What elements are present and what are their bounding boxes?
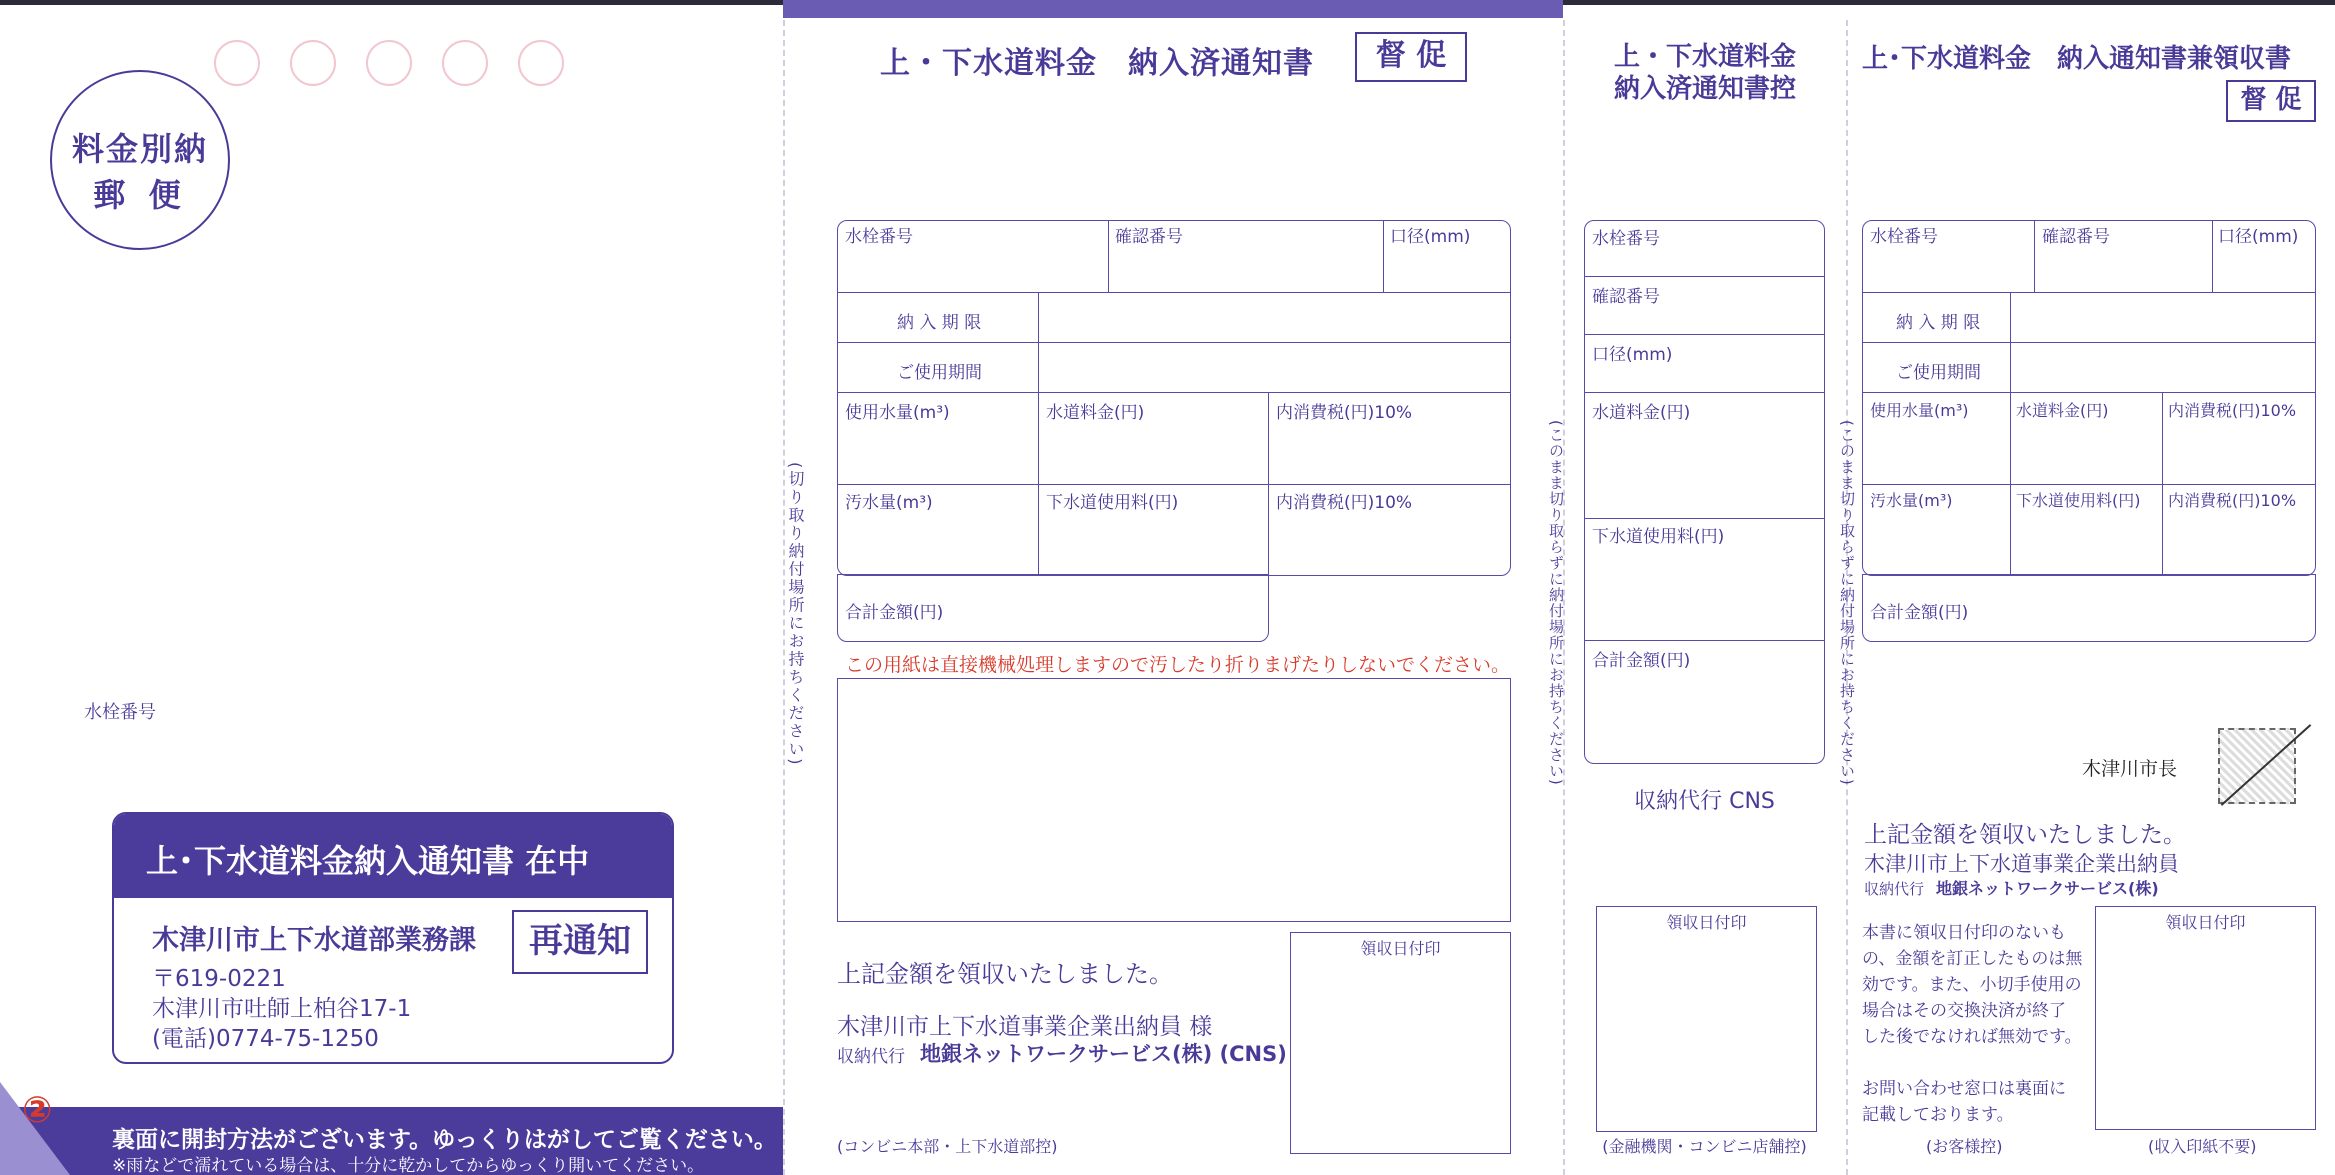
panel1-footer: (コンビニ本部・上下水道部控) — [837, 1137, 1058, 1156]
panel3-confirm-no: 確認番号 — [2042, 227, 2110, 247]
panel3-tax1: 内消費税(円)10% — [2168, 401, 2297, 420]
panel3-diameter: 口径(mm) — [2218, 227, 2299, 247]
sender-name: 木津川市上下水道部業務課 — [152, 925, 476, 956]
notice-line: した後でなければ無効です。 — [1862, 1027, 2082, 1047]
panel1-total: 合計金額(円) — [845, 603, 944, 623]
panel3-received: 上記金額を領収いたしました。 — [1864, 822, 2186, 848]
panel2-title-line1: 上・下水道料金 — [1613, 42, 1796, 72]
notice-line: 場合はその交換決済が終了 — [1862, 1001, 2066, 1021]
panel3-agent-name: 地銀ネットワークサービス(株) — [1936, 879, 2159, 898]
sender-address: 木津川市吐師上柏谷17-1 — [152, 996, 412, 1022]
panel1-warning: この用紙は直接機械処理しますので汚したり折りまげたりしないでください。 — [845, 654, 1511, 676]
step-number: ② — [22, 1090, 53, 1131]
panel1-tax1: 内消費税(円)10% — [1276, 403, 1413, 423]
panel3-footer-right: (収入印紙不要) — [2148, 1137, 2257, 1156]
panel3-date-stamp: 領収日付印 — [2165, 913, 2246, 932]
panel3-mayor: 木津川市長 — [2082, 758, 2178, 780]
seal-hole — [518, 40, 564, 86]
postage-line1: 料金別納 — [71, 130, 208, 168]
panel2-agent: 収納代行 CNS — [1634, 789, 1775, 814]
footer-sub: ※雨などで濡れている場合は、十分に乾かしてからゆっくり開いてください。 — [112, 1156, 705, 1175]
inquiry-line: 記載しております。 — [1862, 1105, 2014, 1125]
panel3-date-stamp-box — [2095, 906, 2316, 1130]
panel3-title: 上･下水道料金 納入通知書兼領収書 — [1862, 44, 2292, 74]
mayor-seal — [2218, 728, 2296, 804]
panel1-agent-prefix: 収納代行 — [837, 1047, 905, 1067]
panel2-total: 合計金額(円) — [1592, 651, 1691, 671]
panel1-date-stamp-box — [1290, 932, 1511, 1154]
panel1-date-stamp: 領収日付印 — [1360, 939, 1441, 958]
panel1-diameter: 口径(mm) — [1390, 227, 1471, 247]
seal-hole — [366, 40, 412, 86]
panel3-total: 合計金額(円) — [1870, 603, 1969, 623]
panel1-badge: 督 促 — [1355, 32, 1467, 82]
envelope-meter-label: 水栓番号 — [84, 702, 156, 723]
panel3-footer-left: (お客様控) — [1926, 1137, 2003, 1156]
panel2-diameter: 口径(mm) — [1592, 345, 1673, 365]
notice-line: の、金額を訂正したものは無 — [1862, 949, 2083, 969]
panel3-sewer-fee: 下水道使用料(円) — [2016, 491, 2141, 510]
panel2-date-stamp: 領収日付印 — [1666, 913, 1747, 932]
panel3-treasurer: 木津川市上下水道事業企業出納員 — [1864, 852, 2179, 876]
panel1-title: 上・下水道料金 納入済通知書 — [880, 46, 1314, 81]
panel1-top-band — [783, 0, 1563, 18]
panel1-water-volume: 使用水量(m³) — [845, 403, 950, 423]
seal-hole — [442, 40, 488, 86]
panel3-side-text: (このまま切り取らずに納付場所にお持ちください) — [1838, 420, 1856, 786]
panel1-water-fee: 水道料金(円) — [1046, 403, 1145, 423]
panel2-water-fee: 水道料金(円) — [1592, 403, 1691, 423]
panel2-date-stamp-box — [1596, 906, 1817, 1132]
panel1-sewer-fee: 下水道使用料(円) — [1046, 493, 1179, 513]
postal-code: 〒619-0221 — [152, 966, 286, 992]
notice-line: 効です。また、小切手使用の — [1862, 975, 2082, 995]
envelope-window-card — [112, 812, 674, 1064]
footer-main: 裏面に開封方法がございます。ゆっくりはがしてご覧ください。 — [112, 1127, 777, 1153]
panel1-confirm-no: 確認番号 — [1115, 227, 1183, 247]
envelope-title-bar — [114, 814, 674, 898]
panel1-side-text: (切り取り納付場所にお持ちください) — [786, 462, 805, 767]
panel2-side-text: (このまま切り取らずに納付場所にお持ちください) — [1547, 420, 1565, 786]
postage-line2: 郵 便 — [93, 176, 187, 214]
seal-hole — [290, 40, 336, 86]
panel2-title-line2: 納入済通知書控 — [1613, 74, 1796, 104]
postage-mark — [50, 70, 230, 250]
panel1-agent-name: 地銀ネットワークサービス(株) (CNS) — [920, 1042, 1287, 1066]
opening-instruction-band — [0, 1107, 783, 1175]
seal-hole — [214, 40, 260, 86]
panel2-footer: (金融機関・コンビニ店舗控) — [1602, 1137, 1807, 1156]
notice-line: 本書に領収日付印のないも — [1862, 923, 2066, 943]
sender-phone: (電話)0774-75-1250 — [152, 1026, 379, 1052]
panel1-sewage-volume: 汚水量(m³) — [845, 493, 933, 513]
panel1-received: 上記金額を領収いたしました。 — [837, 960, 1173, 988]
panel1-due-date: 納 入 期 限 — [897, 313, 982, 333]
panel1-tax2: 内消費税(円)10% — [1276, 493, 1413, 513]
panel3-tax2: 内消費税(円)10% — [2168, 491, 2297, 510]
panel3-meter-no: 水栓番号 — [1870, 227, 1938, 247]
panel3-badge: 督 促 — [2226, 80, 2316, 122]
panel3-water-volume: 使用水量(m³) — [1870, 401, 1969, 420]
panel3-agent-prefix: 収納代行 — [1864, 880, 1925, 898]
panel1-usage-period: ご使用期間 — [897, 363, 982, 383]
panel1-meter-no: 水栓番号 — [845, 227, 913, 247]
panel3-usage-period: ご使用期間 — [1896, 363, 1981, 383]
panel3-notice — [1862, 920, 2082, 1128]
envelope-title: 上･下水道料金納入通知書 在中 — [146, 842, 590, 880]
panel3-due-date: 納 入 期 限 — [1896, 313, 1981, 333]
panel1-ocr-area — [837, 678, 1511, 922]
renotice-badge: 再通知 — [512, 910, 648, 974]
panel2-meter-no: 水栓番号 — [1592, 229, 1660, 249]
panel2-confirm-no: 確認番号 — [1592, 287, 1660, 307]
panel3-water-fee: 水道料金(円) — [2016, 401, 2109, 420]
panel1-treasurer: 木津川市上下水道事業企業出納員 様 — [837, 1014, 1213, 1040]
panel3-sewage-volume: 汚水量(m³) — [1870, 491, 1953, 510]
panel2-sewer-fee: 下水道使用料(円) — [1592, 527, 1725, 547]
inquiry-line: お問い合わせ窓口は裏面に — [1862, 1079, 2066, 1099]
